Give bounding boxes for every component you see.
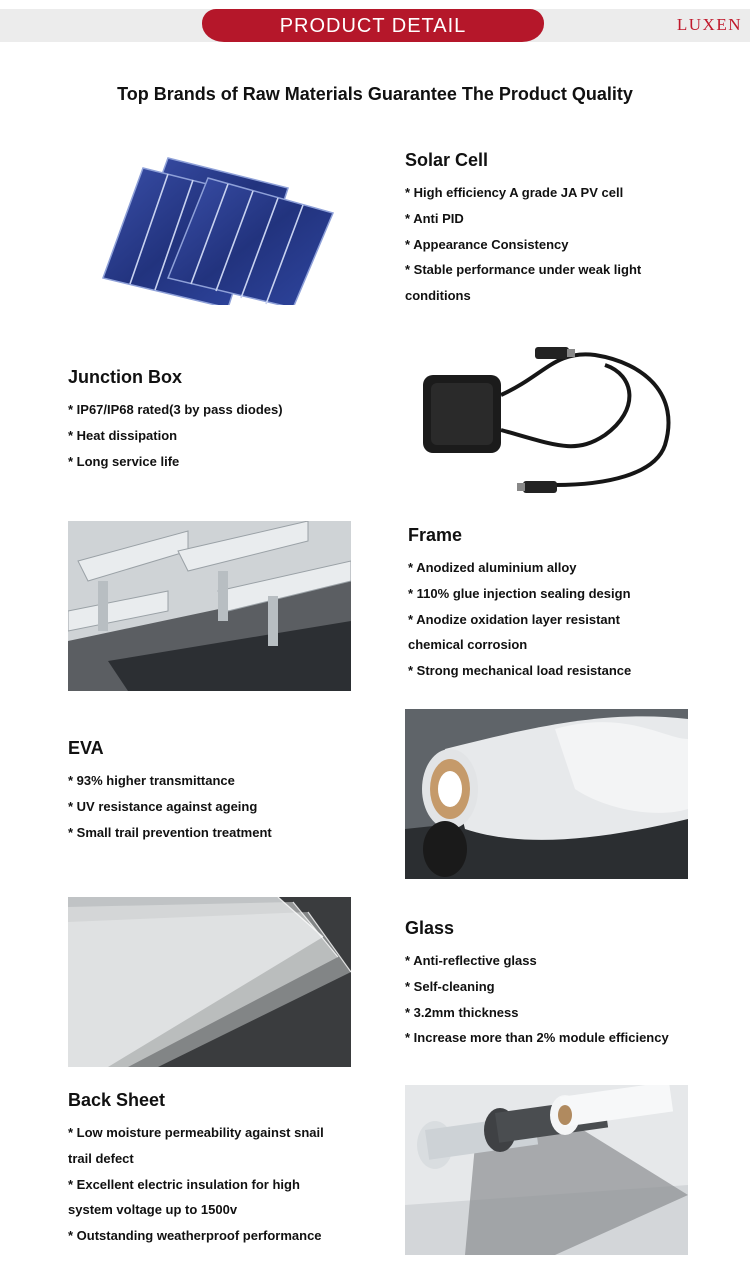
section-title-solar-cell: Solar Cell (405, 150, 489, 170)
feature-item: * IP67/IP68 rated(3 by pass diodes) (68, 402, 283, 417)
solar-cell-image (78, 150, 340, 305)
feature-item: * Appearance Consistency (405, 236, 569, 252)
junction-box-features (68, 397, 283, 474)
feature-item: * Outstanding weatherproof performance (68, 1228, 322, 1244)
feature-item: * Anti PID (405, 210, 464, 226)
section-title-frame: Frame (408, 525, 463, 545)
solar-cell-features (405, 180, 641, 309)
junction-box-image (405, 335, 690, 505)
feature-item: * 110% glue injection sealing design (408, 585, 631, 601)
feature-item: * Heat dissipation (68, 427, 178, 443)
feature-item: * Anodize oxidation layer resistant (408, 611, 620, 627)
page-headline: Top Brands of Raw Materials Guarantee The Product Quality (117, 84, 633, 104)
feature-item: * High efficiency A grade JA PV cell (405, 185, 624, 200)
feature-item: * Strong mechanical load resistance (408, 663, 632, 679)
feature-item: * Excellent electric insulation for high (68, 1176, 300, 1192)
glass-features (405, 948, 669, 1051)
feature-item: * Anti-reflective glass (405, 953, 537, 968)
eva-features (68, 768, 272, 845)
feature-item: * 3.2mm thickness (405, 1004, 519, 1020)
feature-item: * UV resistance against ageing (68, 798, 258, 814)
feature-item: * Increase more than 2% module efficiency (405, 1030, 669, 1046)
feature-item: * 93% higher transmittance (68, 773, 235, 788)
feature-item: * Self-cleaning (405, 978, 495, 994)
feature-item: * Small trail prevention treatment (68, 824, 272, 840)
feature-item: chemical corrosion (408, 637, 528, 653)
feature-item: trail defect (68, 1150, 134, 1166)
section-title-glass: Glass (405, 918, 455, 938)
eva-image (405, 709, 688, 879)
section-title-junction-box: Junction Box (68, 367, 183, 387)
glass-image (68, 897, 351, 1067)
back-sheet-image (405, 1085, 688, 1255)
brand-logo: LUXEN (676, 15, 742, 34)
feature-item: * Stable performance under weak light (405, 262, 642, 278)
frame-image (68, 521, 351, 691)
back-sheet-features (68, 1120, 324, 1249)
feature-item: * Low moisture permeability against snail (68, 1125, 324, 1140)
product-detail-banner: PRODUCT DETAIL (202, 9, 544, 42)
feature-item: system voltage up to 1500v (68, 1202, 238, 1218)
frame-features (408, 555, 631, 684)
feature-item: * Long service life (68, 453, 180, 469)
section-title-eva: EVA (68, 738, 104, 758)
feature-item: conditions (405, 288, 471, 304)
feature-item: * Anodized aluminium alloy (408, 560, 577, 575)
section-title-back-sheet: Back Sheet (68, 1090, 166, 1110)
